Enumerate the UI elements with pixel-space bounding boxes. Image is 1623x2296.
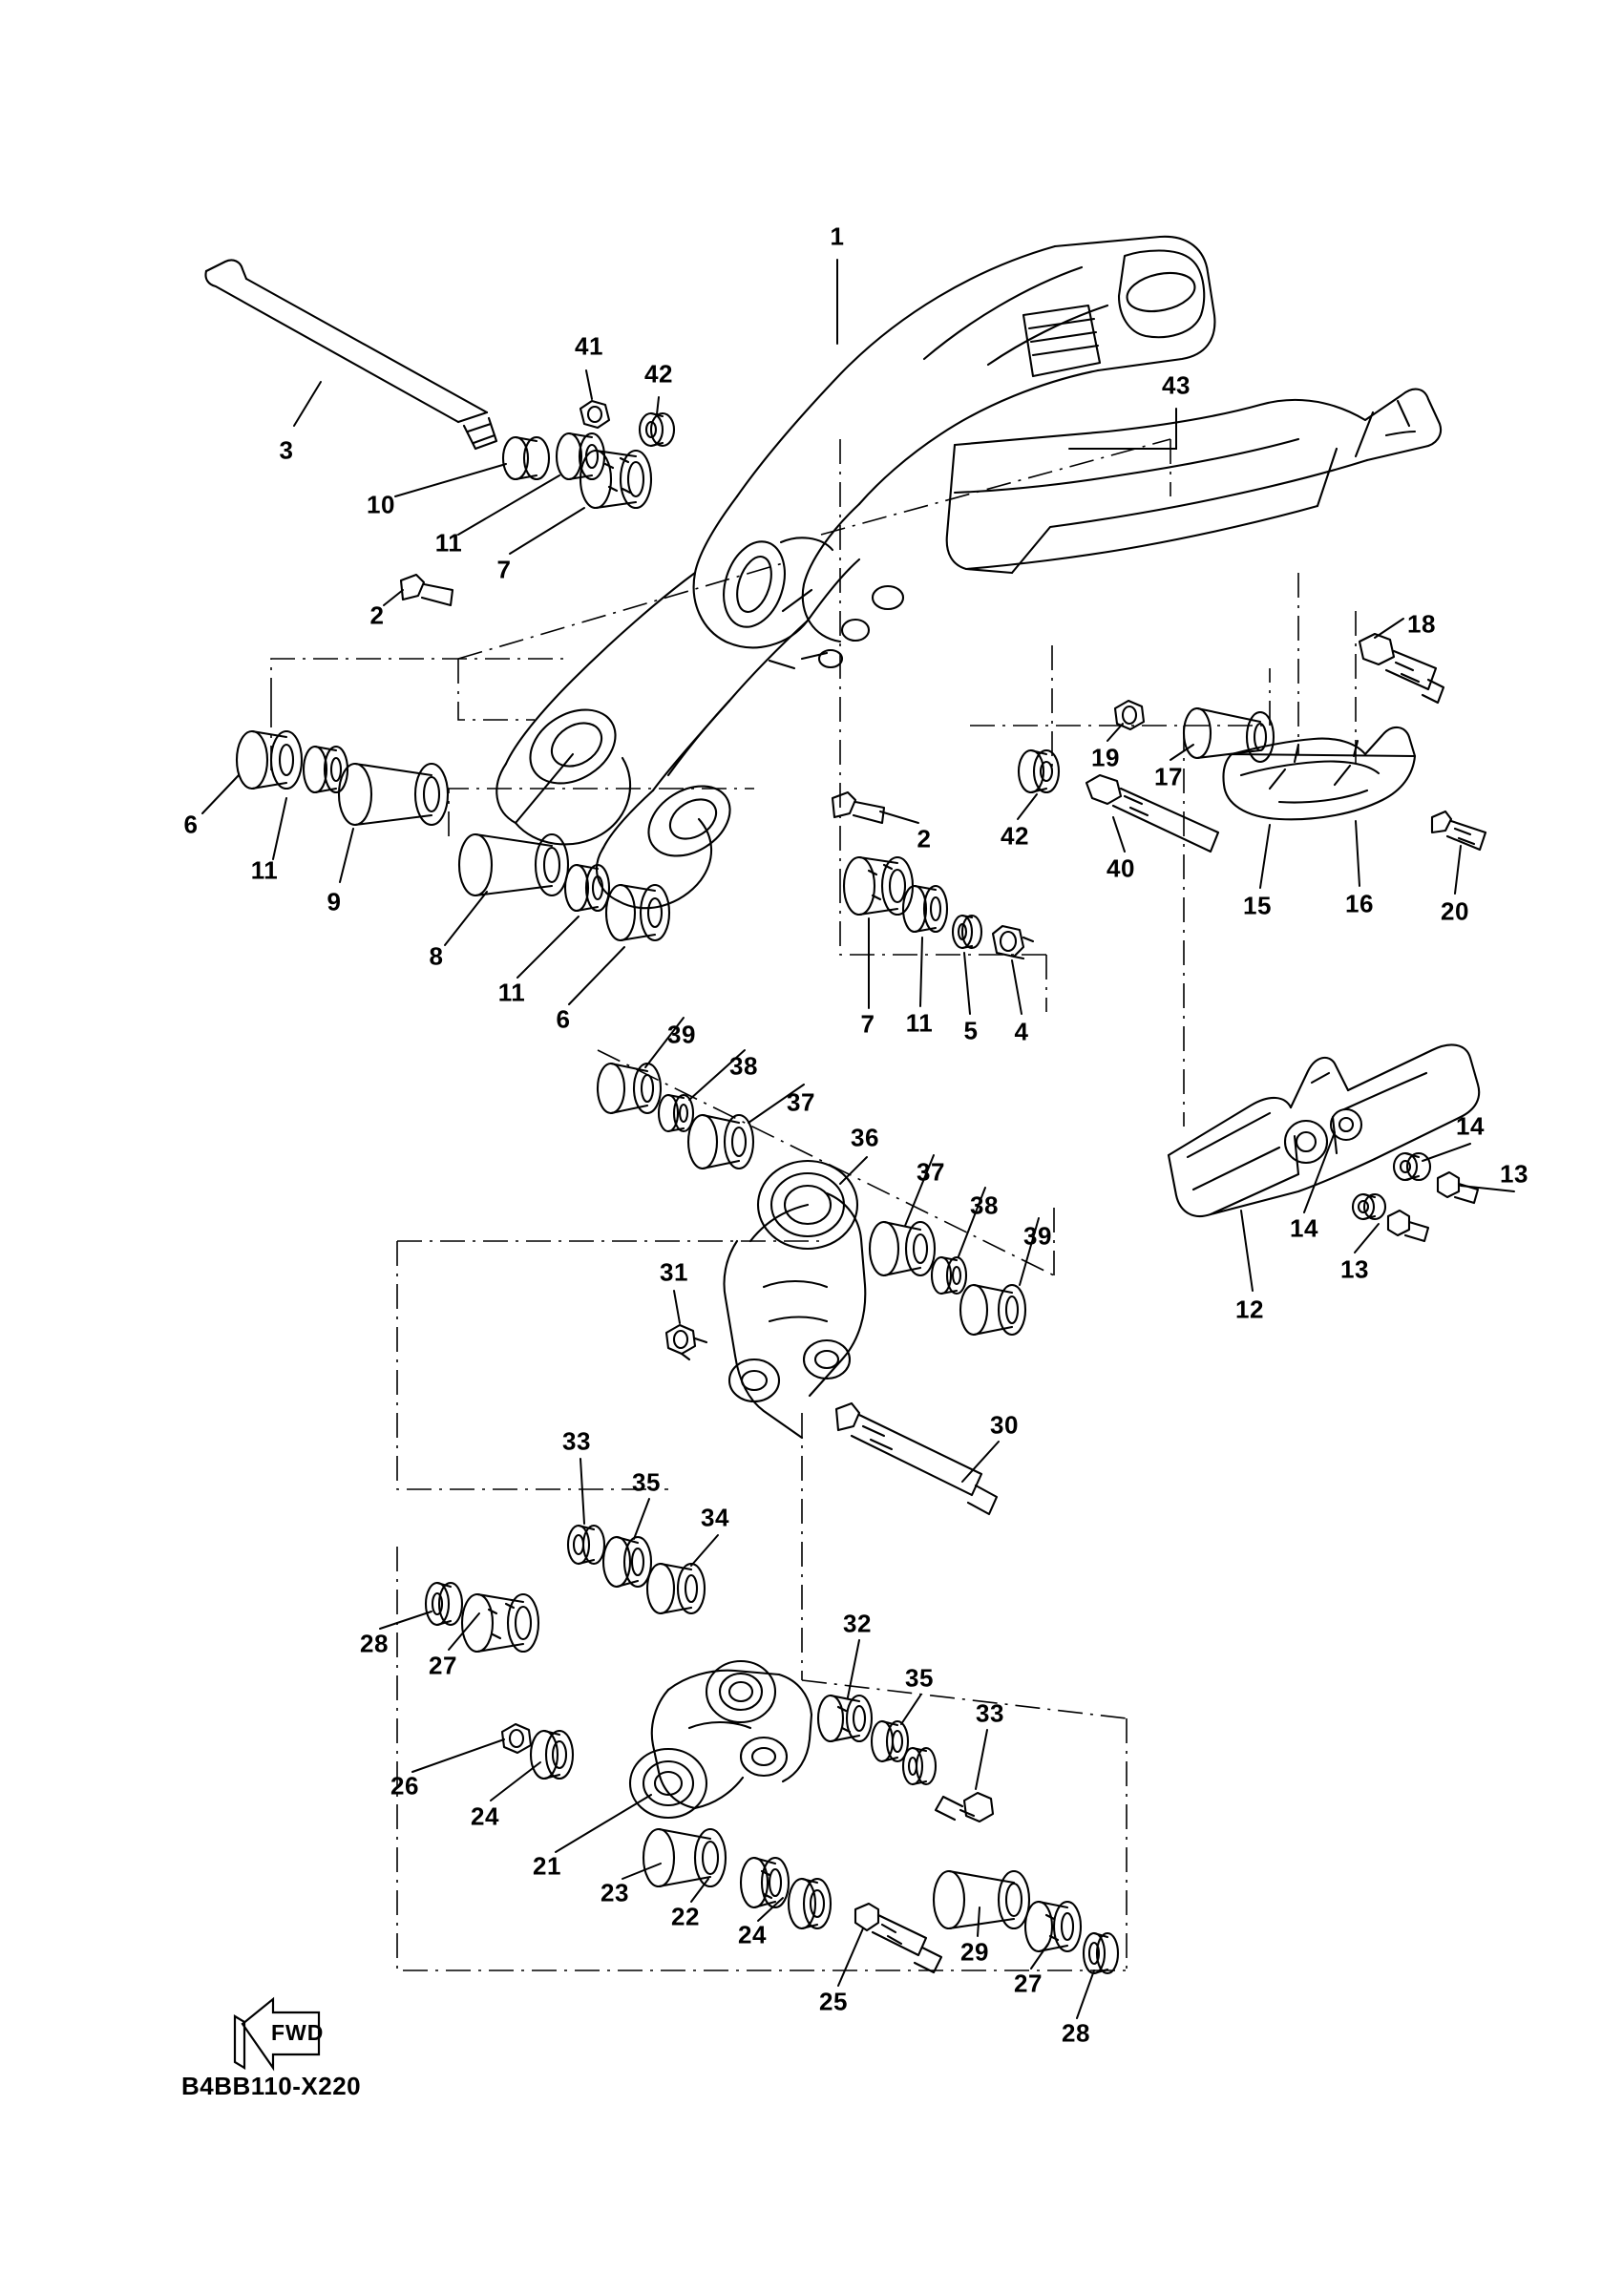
callout-39-a: 39 xyxy=(667,1020,696,1049)
relay-arm-36 xyxy=(725,1161,866,1438)
callout-1: 1 xyxy=(830,221,845,251)
callout-17: 17 xyxy=(1154,762,1183,791)
callout-6-a: 6 xyxy=(183,810,199,839)
callout-24-a: 24 xyxy=(471,1801,499,1831)
callout-34: 34 xyxy=(701,1503,729,1532)
bearings-7-11-5-4 xyxy=(844,857,1033,958)
callout-25: 25 xyxy=(819,1987,848,2016)
callout-3: 3 xyxy=(279,435,294,465)
callout-5: 5 xyxy=(963,1016,979,1045)
callout-39-b: 39 xyxy=(1023,1221,1052,1251)
callout-38-a: 38 xyxy=(729,1051,758,1081)
callout-18: 18 xyxy=(1407,609,1436,639)
callout-41: 41 xyxy=(575,331,603,361)
washers-24-26 xyxy=(502,1724,573,1779)
swingarm-body xyxy=(496,237,1214,908)
collar-27-28-left xyxy=(426,1583,538,1652)
bolt-33-right xyxy=(936,1793,993,1822)
lower-chain-guide-12 xyxy=(1169,1044,1479,1216)
callout-11-d: 11 xyxy=(905,1008,934,1038)
callout-42-upper: 42 xyxy=(644,359,673,389)
callout-11-c: 11 xyxy=(497,978,526,1007)
bolt-2-upper xyxy=(401,575,453,605)
bolt-18 xyxy=(1360,634,1444,703)
callout-11-b: 11 xyxy=(250,855,279,885)
bearing-group-upper-left xyxy=(503,433,651,508)
callout-37-b: 37 xyxy=(917,1157,945,1187)
callout-35-a: 35 xyxy=(632,1467,661,1497)
bolt-20 xyxy=(1432,811,1486,850)
bushings-6-11-9 xyxy=(237,731,448,825)
connecting-rod-21 xyxy=(630,1661,812,1818)
callout-27-b: 27 xyxy=(1014,1969,1043,1998)
nut-31 xyxy=(666,1325,706,1359)
callout-36: 36 xyxy=(851,1123,879,1152)
fwd-label: FWD xyxy=(271,2020,325,2045)
callout-14-b: 14 xyxy=(1290,1213,1318,1243)
chain-slider-43 xyxy=(947,390,1441,573)
diagram-part-code: B4BB110-X220 xyxy=(181,2072,362,2100)
callout-8: 8 xyxy=(429,941,444,971)
callout-6-b: 6 xyxy=(556,1004,571,1034)
fasteners-13-14 xyxy=(1353,1153,1478,1241)
callout-37-a: 37 xyxy=(787,1087,815,1117)
callout-11-a: 11 xyxy=(434,528,463,558)
callout-27-a: 27 xyxy=(429,1651,457,1680)
bearings-33-35-34-left xyxy=(568,1526,705,1613)
nut-41-42 xyxy=(580,401,674,446)
callout-9: 9 xyxy=(327,887,342,916)
callout-23: 23 xyxy=(601,1878,629,1907)
callout-16: 16 xyxy=(1345,889,1374,918)
chain-guide-15 xyxy=(1223,727,1415,819)
collar-8-11-6 xyxy=(459,834,669,940)
callout-30: 30 xyxy=(990,1410,1019,1440)
callout-43: 43 xyxy=(1162,370,1191,400)
callout-26: 26 xyxy=(390,1771,419,1801)
callout-42-lower: 42 xyxy=(1001,821,1029,851)
callout-40: 40 xyxy=(1107,853,1135,883)
callout-2-b: 2 xyxy=(917,824,932,853)
callout-28-b: 28 xyxy=(1062,2018,1090,2048)
callout-31: 31 xyxy=(660,1257,688,1287)
callout-20: 20 xyxy=(1441,896,1469,926)
pivot-shaft-3 xyxy=(205,260,496,449)
callout-12: 12 xyxy=(1235,1295,1264,1324)
callout-13-b: 13 xyxy=(1340,1254,1369,1284)
callout-13-a: 13 xyxy=(1500,1159,1528,1189)
callout-33-b: 33 xyxy=(976,1698,1004,1728)
bolt-30 xyxy=(836,1403,997,1514)
callout-10: 10 xyxy=(367,490,395,519)
callout-7-a: 7 xyxy=(496,555,512,584)
callout-14-a: 14 xyxy=(1456,1111,1485,1141)
callout-24-b: 24 xyxy=(738,1920,767,1949)
bearings-32-35-33-right xyxy=(818,1696,936,1784)
bearings-37-38-39-right xyxy=(870,1222,1025,1335)
callout-7-b: 7 xyxy=(860,1009,875,1039)
callout-22: 22 xyxy=(671,1902,700,1931)
callout-33-a: 33 xyxy=(562,1426,591,1456)
bolt-25 xyxy=(855,1904,941,1972)
callout-4: 4 xyxy=(1014,1017,1029,1046)
callout-29: 29 xyxy=(960,1937,989,1967)
callout-19: 19 xyxy=(1091,743,1120,772)
callout-15: 15 xyxy=(1243,891,1272,920)
callout-2-a: 2 xyxy=(369,600,385,630)
callout-32: 32 xyxy=(843,1609,872,1638)
callout-21: 21 xyxy=(533,1851,561,1881)
callout-38-b: 38 xyxy=(970,1190,999,1220)
callout-35-b: 35 xyxy=(905,1663,934,1693)
callout-28-a: 28 xyxy=(360,1629,389,1658)
